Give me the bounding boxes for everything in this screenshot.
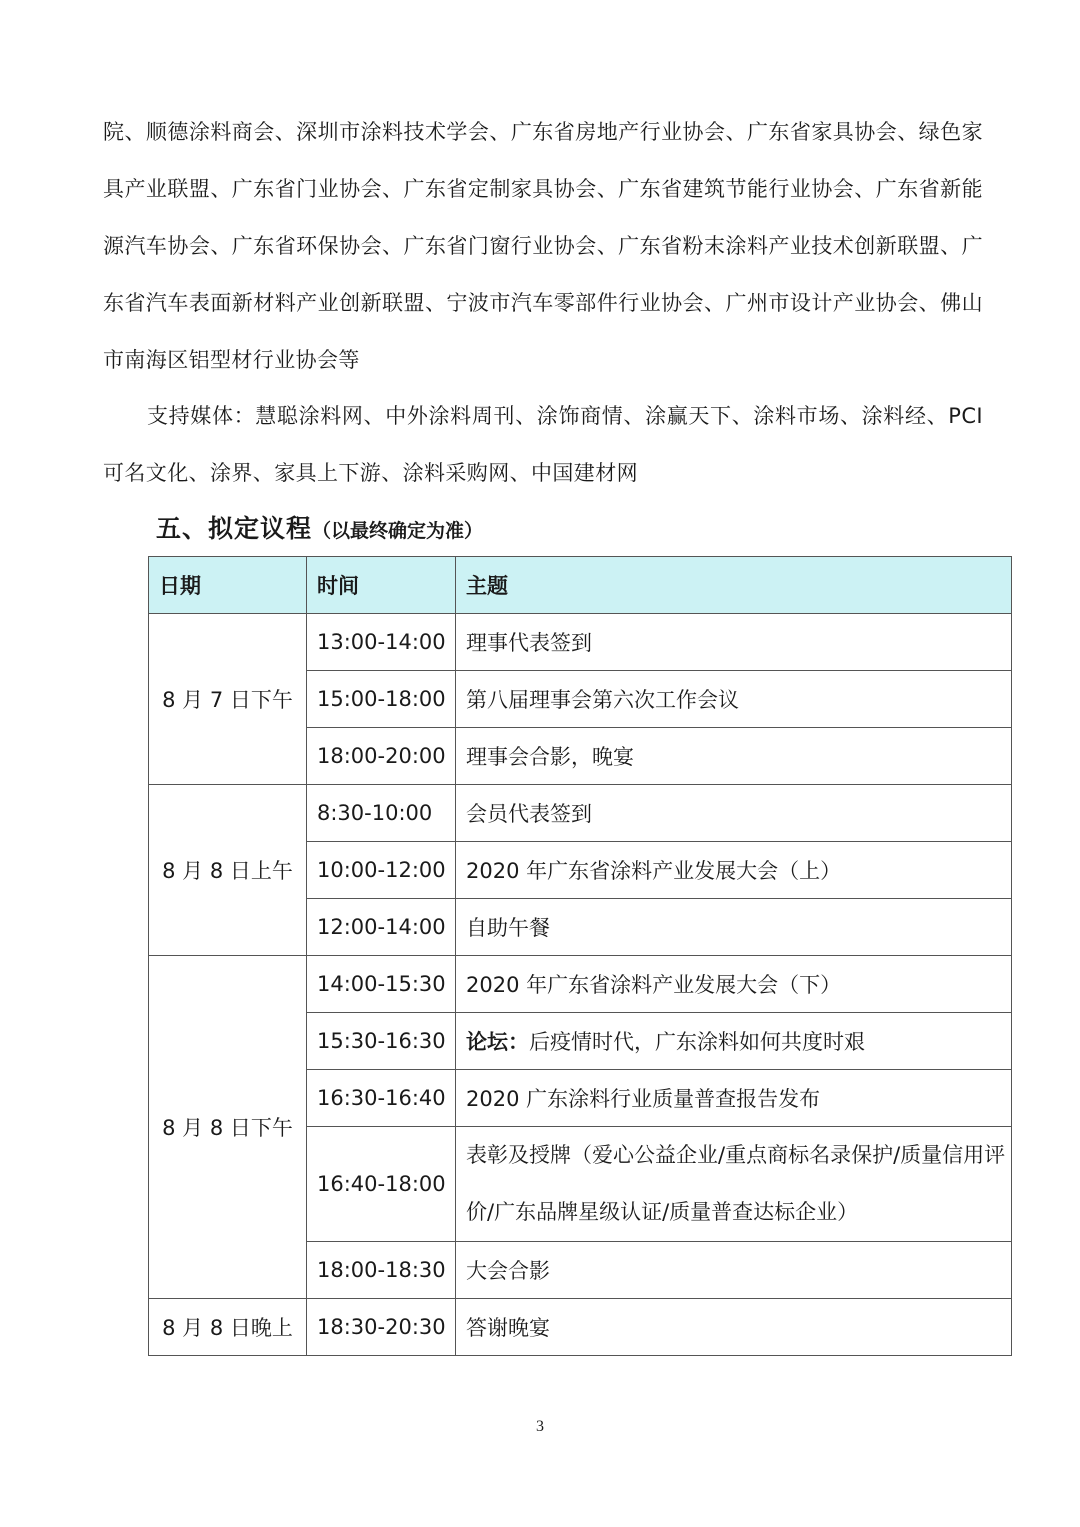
agenda-heading-title: 五、拟定议程 xyxy=(156,514,313,543)
date-cell: 8 月 8 日上午 xyxy=(149,785,307,956)
time-cell: 16:40-18:00 xyxy=(307,1127,456,1242)
time-cell: 16:30-16:40 xyxy=(307,1070,456,1127)
topic-cell: 会员代表签到 xyxy=(456,785,1012,842)
forum-topic: 后疫情时代，广东涂料如何共度时艰 xyxy=(529,1030,865,1054)
header-topic: 主题 xyxy=(456,557,1012,614)
organizers-paragraph: 院、顺德涂料商会、深圳市涂料技术学会、广东省房地产行业协会、广东省家具协会、绿色家具产业联盟、广东省门业协会、广东省定制家具协会、广东省建筑节能行业协会、广东省新能源汽车协会、广东省环保协会、广东省门窗行业协会、广东省粉末涂料产业技术创新联盟、广东省汽车表面新材料产业创新联盟、宁波市汽车零部件行业协会、广州市设计产业协会、佛山市南海区铝型材行业协会等 xyxy=(103,120,983,372)
topic-cell: 大会合影 xyxy=(456,1242,1012,1299)
forum-label: 论坛： xyxy=(466,1030,529,1054)
table-row xyxy=(149,956,1012,1013)
agenda-heading-note: （以最终确定为准） xyxy=(312,520,484,542)
topic-cell: 理事会合影，晚宴 xyxy=(456,728,1012,785)
topic-cell xyxy=(456,1013,1012,1070)
agenda-table xyxy=(148,556,1012,1356)
time-cell: 18:30-20:30 xyxy=(307,1299,456,1356)
date-cell: 8 月 7 日下午 xyxy=(149,614,307,785)
table-header-row xyxy=(149,557,1012,614)
header-time: 时间 xyxy=(307,557,456,614)
support-media-paragraph: 支持媒体：慧聪涂料网、中外涂料周刊、涂饰商情、涂赢天下、涂料市场、涂料经、PCI可名文化、涂界、家具上下游、涂料采购网、中国建材网 xyxy=(103,404,983,485)
topic-cell: 自助午餐 xyxy=(456,899,1012,956)
topic-cell: 2020 年广东省涂料产业发展大会（上） xyxy=(456,842,1012,899)
topic-cell: 2020 年广东省涂料产业发展大会（下） xyxy=(456,956,1012,1013)
topic-cell: 第八届理事会第六次工作会议 xyxy=(456,671,1012,728)
table-row xyxy=(149,1299,1012,1356)
page-number: 3 xyxy=(536,1418,544,1435)
time-cell: 15:00-18:00 xyxy=(307,671,456,728)
time-cell: 15:30-16:30 xyxy=(307,1013,456,1070)
time-cell: 8:30-10:00 xyxy=(307,785,456,842)
table-row xyxy=(149,785,1012,842)
topic-cell: 2020 广东涂料行业质量普查报告发布 xyxy=(456,1070,1012,1127)
header-date: 日期 xyxy=(149,557,307,614)
date-cell: 8 月 8 日下午 xyxy=(149,956,307,1299)
time-cell: 14:00-15:30 xyxy=(307,956,456,1013)
topic-cell: 理事代表签到 xyxy=(456,614,1012,671)
time-cell: 18:00-20:00 xyxy=(307,728,456,785)
agenda-heading xyxy=(156,507,483,551)
time-cell: 13:00-14:00 xyxy=(307,614,456,671)
time-cell: 12:00-14:00 xyxy=(307,899,456,956)
topic-cell: 表彰及授牌（爱心公益企业/重点商标名录保护/质量信用评价/广东品牌星级认证/质量普查达标企业） xyxy=(456,1127,1012,1242)
time-cell: 10:00-12:00 xyxy=(307,842,456,899)
date-cell: 8 月 8 日晚上 xyxy=(149,1299,307,1356)
time-cell: 18:00-18:30 xyxy=(307,1242,456,1299)
table-row xyxy=(149,614,1012,671)
topic-cell: 答谢晚宴 xyxy=(456,1299,1012,1356)
